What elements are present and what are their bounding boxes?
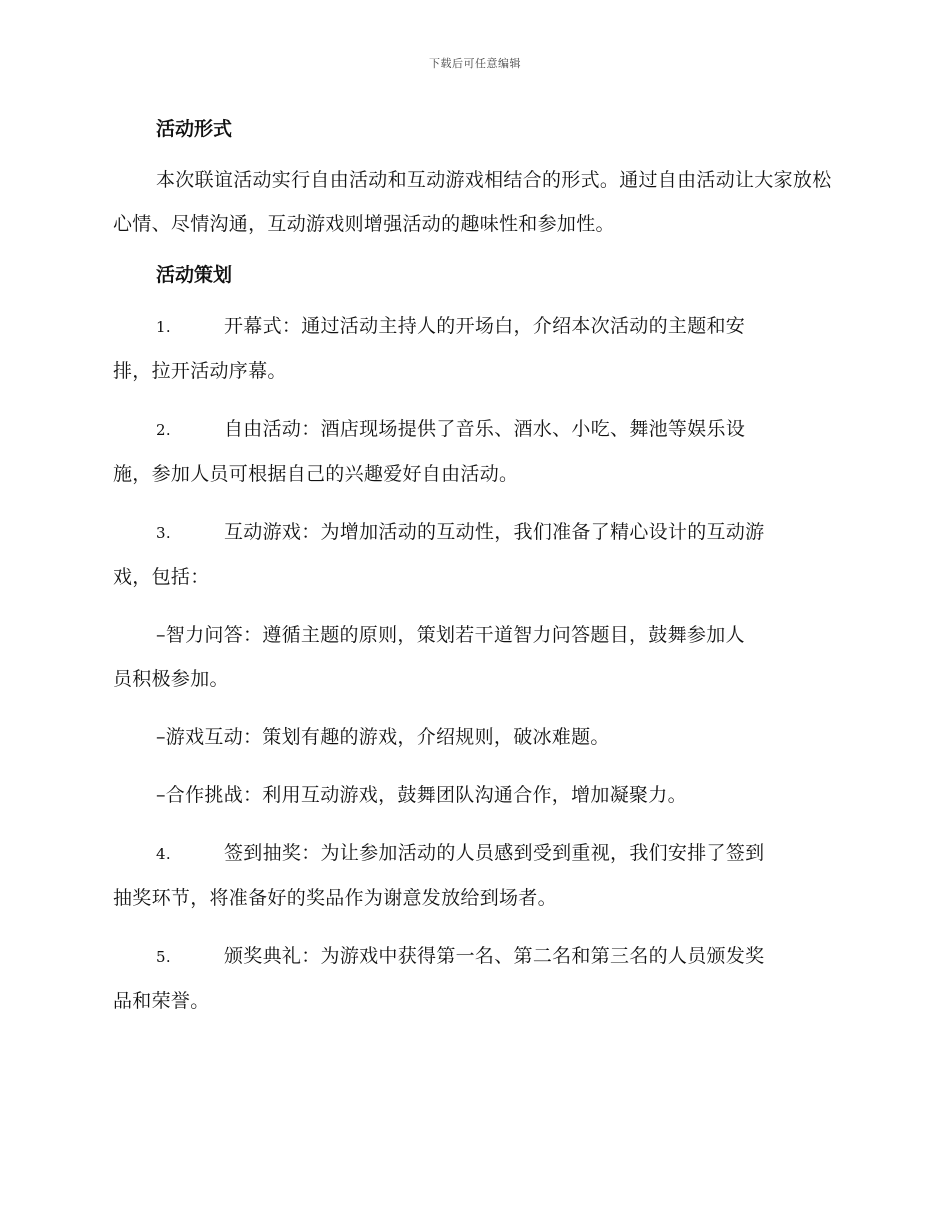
list-item — [113, 831, 837, 920]
sub-item-text: –合作挑战：利用互动游戏，鼓舞团队沟通合作，增加凝聚力。 — [156, 784, 687, 806]
sub-list-item — [113, 773, 837, 817]
item-label: 自由活动： — [224, 418, 321, 440]
item-continuation: 排，拉开活动序幕。 — [113, 360, 287, 382]
sub-list-item — [113, 715, 837, 759]
item-continuation: 戏，包括： — [113, 566, 210, 588]
sub-list-item — [113, 613, 837, 701]
item-number: 1. — [156, 318, 171, 336]
item-text: 为让参加活动的人员感到受到重视，我们安排了签到 — [320, 842, 765, 864]
item-number: 3. — [156, 524, 171, 542]
item-number: 2. — [156, 421, 171, 439]
document-body — [113, 114, 837, 1023]
sub-item-text: –智力问答：遵循主题的原则，策划若干道智力问答题目，鼓舞参加人 — [156, 624, 745, 646]
list-item — [113, 510, 837, 599]
item-number: 5. — [156, 948, 171, 966]
form-paragraph: 本次联谊活动实行自由活动和互动游戏相结合的形式。通过自由活动让大家放松心情、尽情沟通，互动游戏则增强活动的趣味性和参加性。 — [113, 169, 832, 235]
item-label: 互动游戏： — [224, 521, 321, 543]
item-text: 酒店现场提供了音乐、酒水、小吃、舞池等娱乐设 — [320, 418, 746, 440]
sub-item-text: –游戏互动：策划有趣的游戏，介绍规则，破冰难题。 — [156, 726, 610, 748]
section-heading-form: 活动形式 — [156, 118, 233, 140]
header-note: 下载后可任意编辑 — [429, 57, 521, 70]
sub-item-continuation: 员积极参加。 — [113, 668, 229, 690]
item-number: 4. — [156, 845, 171, 863]
item-label: 颁奖典礼： — [224, 945, 321, 967]
item-label: 签到抽奖： — [224, 842, 321, 864]
list-item — [113, 934, 837, 1023]
list-item — [113, 407, 837, 496]
item-text: 为增加活动的互动性，我们准备了精心设计的互动游 — [320, 521, 765, 543]
item-label: 开幕式： — [224, 315, 302, 337]
item-continuation: 抽奖环节，将准备好的奖品作为谢意发放给到场者。 — [113, 887, 557, 909]
item-continuation: 施，参加人员可根据自己的兴趣爱好自由活动。 — [113, 463, 519, 485]
list-item — [113, 304, 837, 393]
item-text: 为游戏中获得第一名、第二名和第三名的人员颁发奖 — [320, 945, 765, 967]
section-heading-plan: 活动策划 — [156, 264, 233, 286]
item-text: 通过活动主持人的开场白，介绍本次活动的主题和安 — [301, 315, 746, 337]
item-continuation: 品和荣誉。 — [113, 990, 210, 1012]
